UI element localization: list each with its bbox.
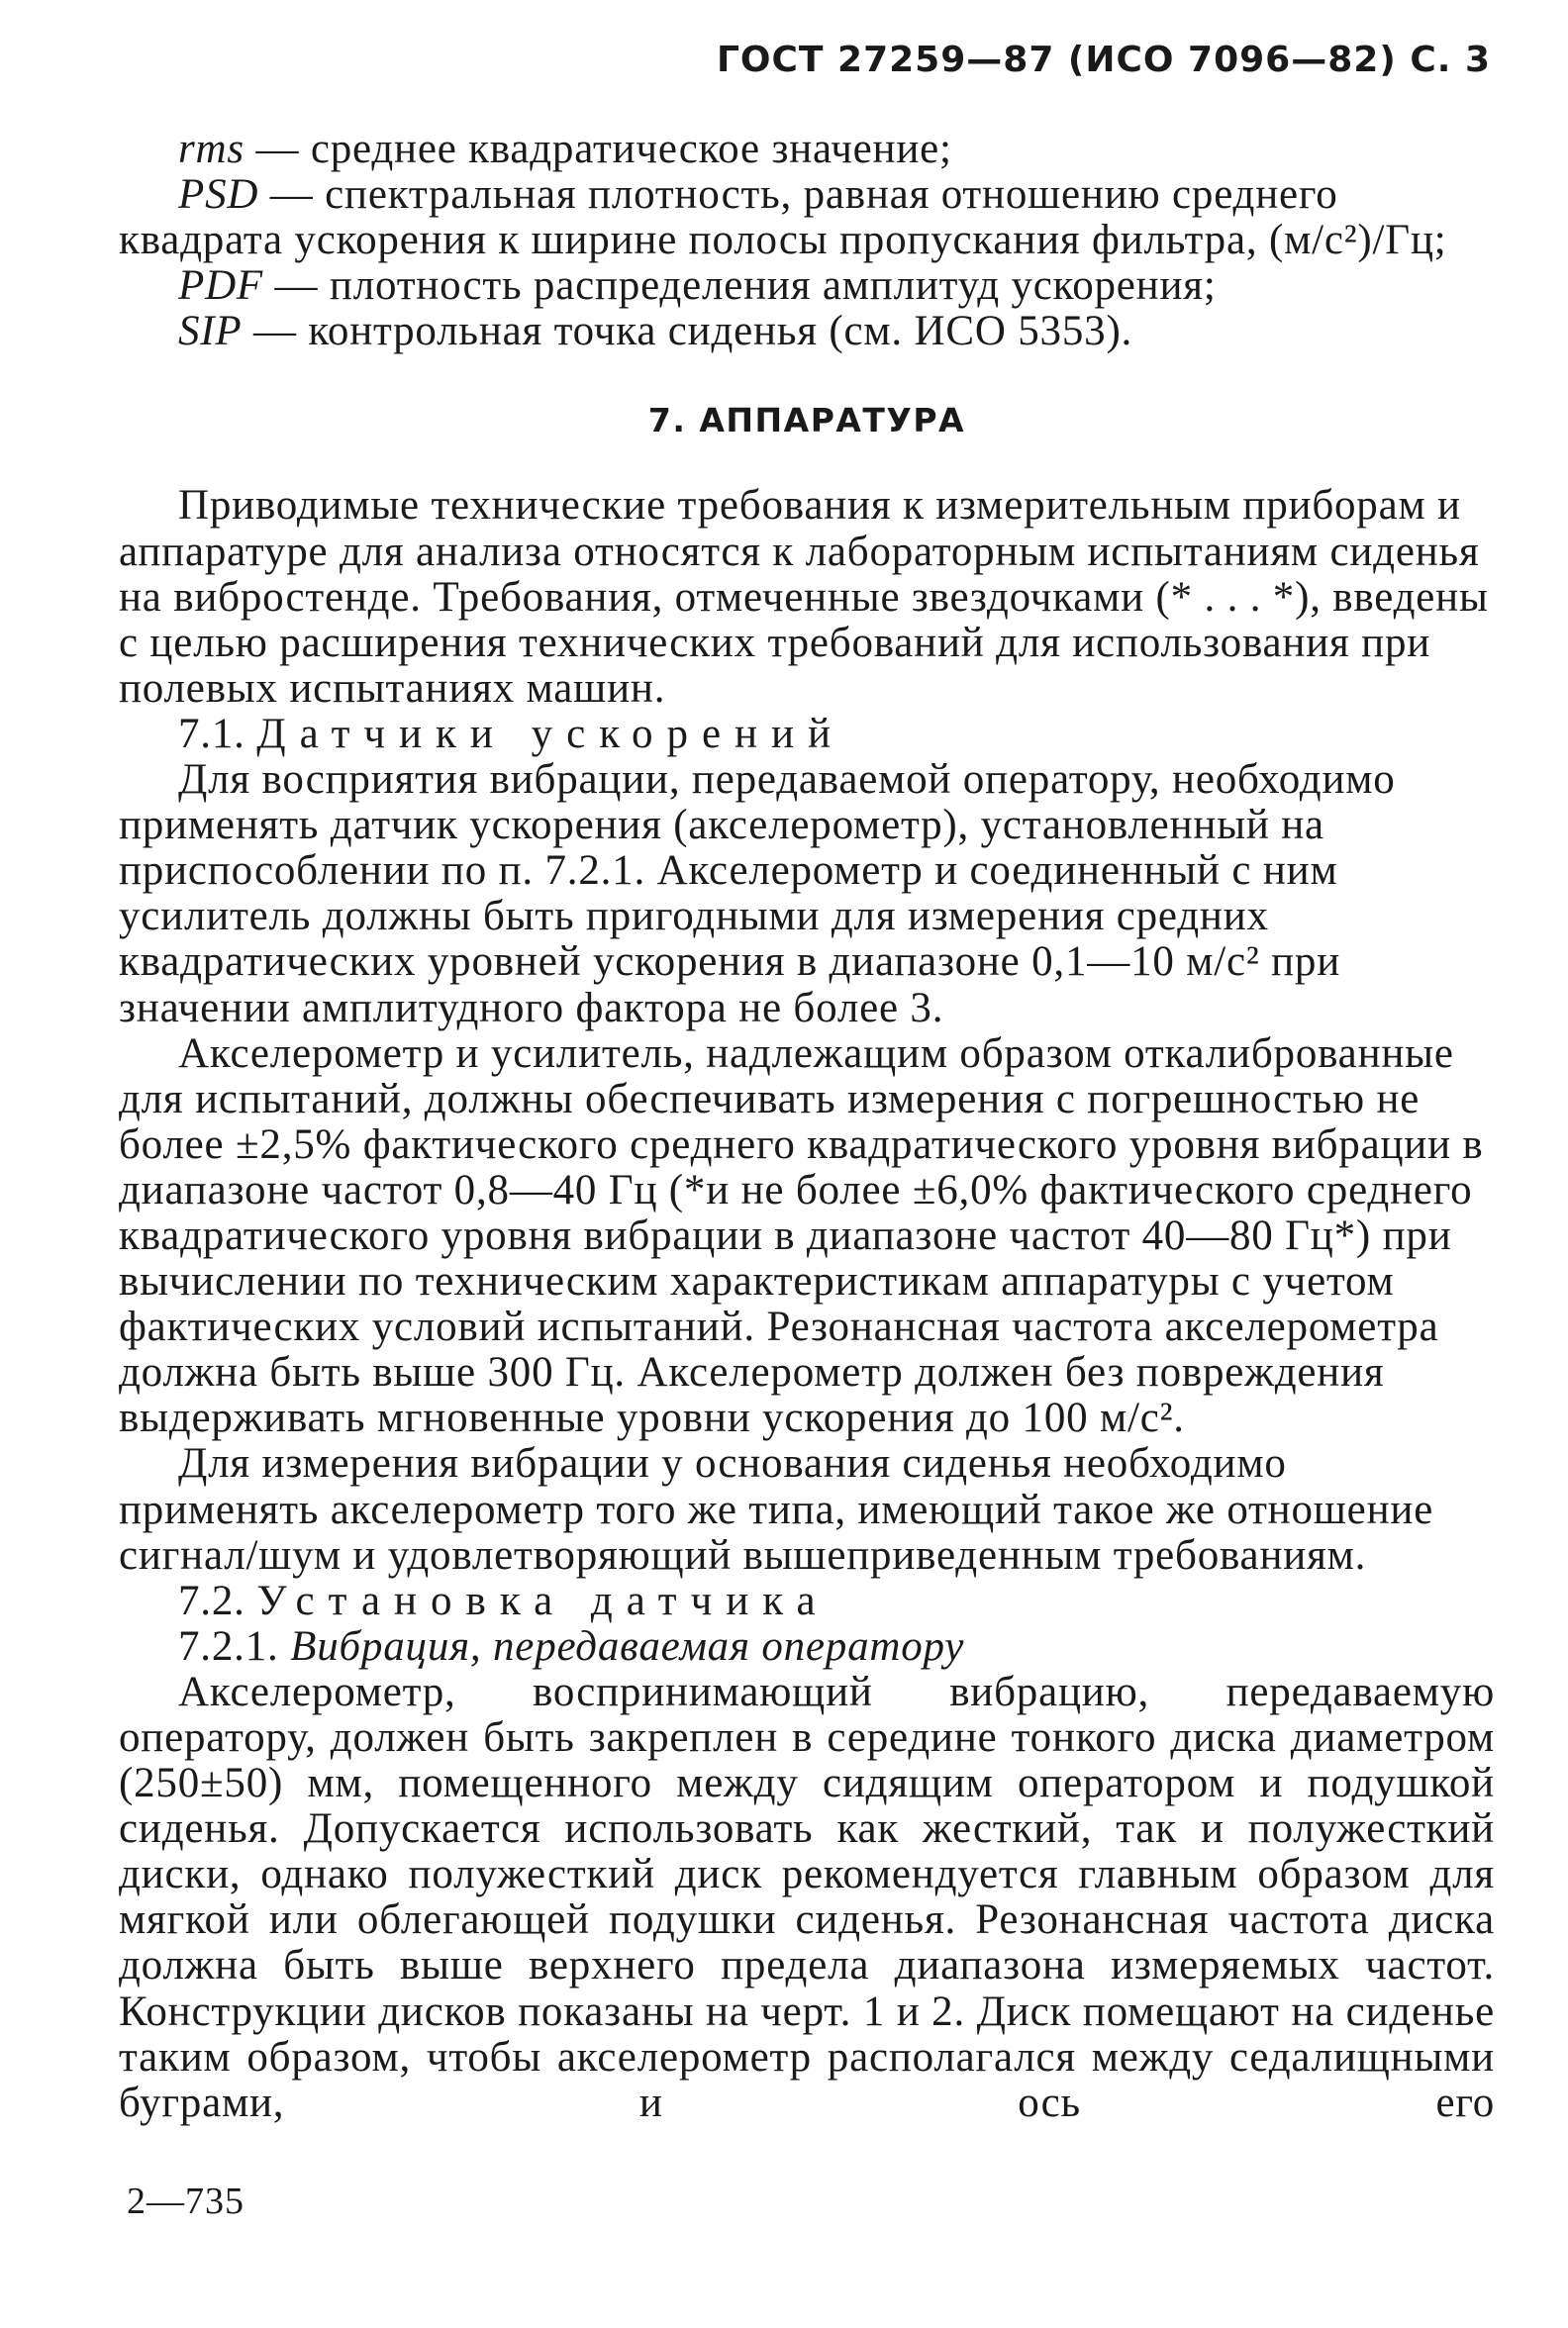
- subsection-title: Установка датчика: [256, 1577, 830, 1624]
- subsection-title: Датчики ускорений: [256, 710, 845, 757]
- definition-abbr: rms: [178, 126, 245, 172]
- section-title: 7. АППАРАТУРА: [647, 401, 966, 440]
- subsection-heading-7-2-1: [119, 1624, 1495, 1670]
- paragraph-7-2-1-1: Акселерометр, воспринимающий вибрацию, передаваемую оператору, должен быть закреплен в середине тонкого диска диаметром (250±50) мм, помещенного между сидящим оператором и подушкой сиденья. Допускается использовать как жесткий, так и полужесткий диски, однако полужесткий диск рекомендуется главным образом для мягкой или облегающей подушки сиденья. Резонансная частота диска должна быть выше верхнего предела диапазона измеряемых частот. Конструкции дисков показаны на черт. 1 и 2. Диск помещают на сиденье таким образом, чтобы акселерометр располагался между седалищными буграми, и ось его: [119, 1668, 1495, 2126]
- definition-rms: [119, 127, 1495, 172]
- definition-pdf: [119, 263, 1495, 309]
- page-header: ГОСТ 27259—87 (ИСО 7096—82) С. 3: [716, 40, 1491, 80]
- subsection-title: Вибрация, передаваемая оператору: [290, 1622, 965, 1670]
- subsection-number: 7.1.: [178, 710, 245, 757]
- definition-sip: [119, 309, 1495, 354]
- definition-abbr: PDF: [178, 262, 263, 310]
- definition-text: — среднее квадратическое значение;: [244, 126, 952, 172]
- definition-text: — контрольная точка сиденья (см. ИСО 5353).: [242, 308, 1133, 355]
- subsection-heading-7-1: [119, 712, 1495, 757]
- page-footer-signature: 2—735: [127, 2181, 245, 2222]
- page-body: [119, 127, 1495, 2126]
- definition-text: — плотность распределения амплитуд ускорения;: [263, 262, 1217, 310]
- definition-text: — спектральная плотность, равная отношению среднего квадрата ускорения к ширине полосы пропускания фильтра, (м/с²)/Гц;: [119, 171, 1447, 264]
- subsection-heading-7-2: [119, 1579, 1495, 1624]
- definition-psd: [119, 172, 1495, 263]
- subsection-number: 7.2.: [178, 1577, 245, 1624]
- paragraph-7-1-3: Для измерения вибрации у основания сиденья необходимо применять акселерометр того же типа, имеющий такое же отношение сигнал/шум и удовлетворяющий вышеприведенным требованиям.: [119, 1440, 1434, 1579]
- definition-abbr: SIP: [178, 308, 243, 355]
- paragraph-7-1-1: Для восприятия вибрации, передаваемой оператору, необходимо применять датчик ускорения (акселерометр), установленный на приспособлении по п. 7.2.1. Акселерометр и соединенный с ним усилитель должны быть пригодными для измерения средних квадратических уровней ускорения в диапазоне 0,1—10 м/с² при значении амплитудного фактора не более 3.: [119, 756, 1396, 1031]
- definition-abbr: PSD: [178, 171, 259, 219]
- subsection-number: 7.2.1.: [178, 1622, 279, 1670]
- paragraph-7-1-2: Акселерометр и усилитель, надлежащим образом откалиброванные для испытаний, должны обеспечивать измерения с погрешностью не более ±2,5% фактического среднего квадратического уровня вибрации в диапазоне частот 0,8—40 Гц (*и не более ±6,0% фактического среднего квадратического уровня вибрации в диапазоне частот 40—80 Гц*) при вычислении по техническим характеристикам аппаратуры с учетом фактических условий испытаний. Резонансная частота акселерометра должна быть выше 300 Гц. Акселерометр должен без повреждения выдерживать мгновенные уровни ускорения до 100 м/с².: [119, 1029, 1484, 1442]
- intro-paragraph: Приводимые технические требования к измерительным приборам и аппаратуре для анализа относятся к лабораторным испытаниям сиденья на вибростенде. Требования, отмеченные звездочками (* . . . *), введены с целью расширения технических требований для использования при полевых испытаниях машин.: [119, 482, 1489, 712]
